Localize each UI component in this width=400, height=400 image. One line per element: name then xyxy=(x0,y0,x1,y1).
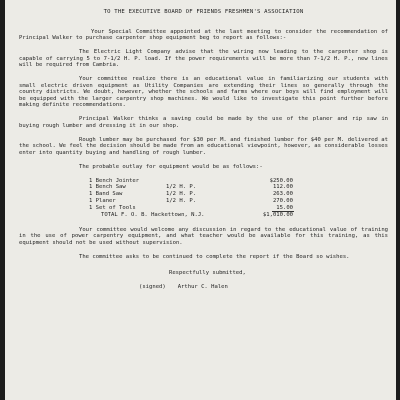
paragraph-intro: Your Special Committee appointed at the last meeting to consider the recommendation of Principal Walker to purchase carpenter shop equipment beg to report as follows:- xyxy=(19,28,388,41)
signed-label: (signed) xyxy=(139,284,166,291)
outlay-item: 1 Bench Saw xyxy=(89,184,126,191)
outlay-row xyxy=(19,178,388,185)
outlay-amount: $250.00 xyxy=(269,177,293,184)
document-title: TO THE EXECUTIVE BOARD OF FRIENDS FRESHMEN'S ASSOCIATION xyxy=(103,9,304,15)
equipment-outlay-table xyxy=(19,178,388,219)
signer-name: Arthur C. Halen xyxy=(177,284,228,291)
outlay-row xyxy=(19,205,388,212)
signature-line xyxy=(19,284,388,291)
outlay-item: 1 Set of Tools xyxy=(89,205,136,212)
outlay-amount: 270.00 xyxy=(272,198,293,205)
outlay-unit: 1/2 H. P. xyxy=(166,184,197,191)
outlay-total-amount: $1,010.00 xyxy=(262,211,293,218)
outlay-row xyxy=(19,198,388,205)
paragraph-lumber: Rough lumber may be purchased for $30 per M. and finished lumber for $40 per M. delivered at the school. We feel the decision should be made from an educational viewpoint, however, as considerable losses enter into quantity buying and handling of rough lumber. xyxy=(19,136,388,156)
outlay-unit: 1/2 H. P. xyxy=(166,198,197,205)
outlay-row xyxy=(19,191,388,198)
respectfully-submitted: Respectfully submitted, xyxy=(169,270,246,277)
outlay-total-row xyxy=(19,212,388,219)
outlay-row xyxy=(19,184,388,191)
outlay-item: 1 Planer xyxy=(89,198,116,205)
closing-block xyxy=(19,270,388,291)
outlay-amount: 112.00 xyxy=(272,184,293,191)
document-page xyxy=(5,0,396,400)
paragraph-continue: The committee asks to be continued to complete the report if the Board so wishes. xyxy=(79,253,350,260)
outlay-amount: 15.00 xyxy=(276,205,293,212)
outlay-unit: 1/2 H. P. xyxy=(166,191,197,198)
paragraph-educational: Your committee realize there is an educational value in familiarizing our students with small electric driven equipment as Utility Companies are extending their lines so generally through the country districts. We doubt, however, whether the schools and farms where our boys will find employment will be equipped with the larger carpentry shop machines. We would like to investigate this point further before making definite recommendations. xyxy=(19,76,388,108)
outlay-item: 1 Band Saw xyxy=(89,191,123,198)
paragraph-saving: Principal Walker thinks a saving could be made by the use of the planer and rip saw in buying rough lumber and dressing it in our shop. xyxy=(19,116,388,129)
outlay-item: 1 Bench Jointer xyxy=(89,177,140,184)
outlay-total-label: TOTAL F. O. B. Hackettown, N.J. xyxy=(101,211,205,218)
paragraph-discussion: Your committee would welcome any discussion in regard to the educational value of training in the use of power carpentry equipment, and what teacher would be available for this training, as this equipment should not be used without supervision. xyxy=(19,226,388,246)
outlay-amount: 263.00 xyxy=(272,191,293,198)
paragraph-outlay-intro: The probable outlay for equipment would be as follows:- xyxy=(79,163,263,170)
paragraph-electric: The Electric Light Company advise that the wiring now leading to the carpenter shop is capable of carrying 5 to 7-1/2 H. P. load. If the power requirements will be more than 7-1/2 H. P., new lines will be required from Cambria. xyxy=(19,49,388,68)
